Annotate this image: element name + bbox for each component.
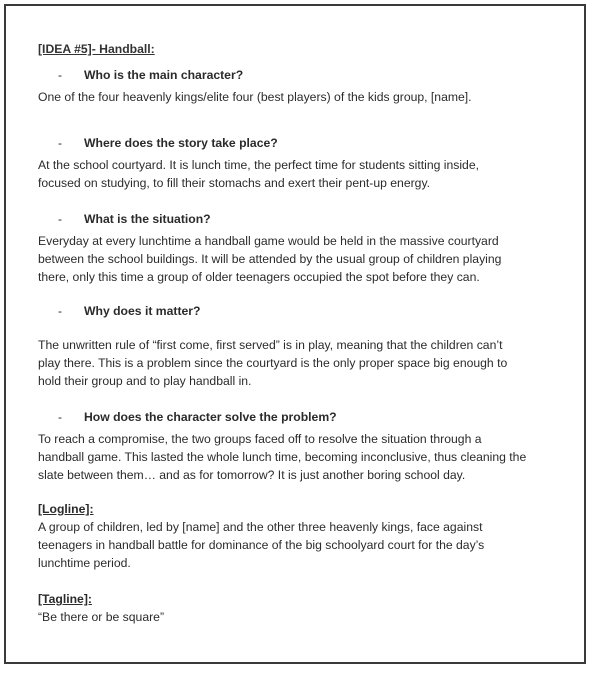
answer-line: hold their group and to play handball in.: [38, 374, 252, 388]
answer-line: between the school buildings. It will be attended by the usual group of children playing: [38, 252, 502, 266]
answer-line: Everyday at every lunchtime a handball game would be held in the massive courtyard: [38, 234, 499, 248]
question-solution: [38, 408, 558, 426]
logline-line: teenagers in handball battle for dominance of the big schoolyard court for the day’s: [38, 538, 485, 552]
document-content: [38, 40, 558, 626]
question-why-matter: [38, 302, 558, 320]
answer-main-character: One of the four heavenly kings/elite four (best players) of the kids group, [name].: [38, 90, 472, 104]
answer-line: At the school courtyard. It is lunch time, the perfect time for students sitting inside,: [38, 158, 479, 172]
bullet-dash: -: [58, 304, 63, 318]
question-text: Why does it matter?: [84, 304, 201, 318]
bullet-dash: -: [58, 136, 63, 150]
logline-line: A group of children, led by [name] and the other three heavenly kings, face against: [38, 520, 483, 534]
answer-line: The unwritten rule of “first come, first served” is in play, meaning that the children can’t: [38, 338, 503, 352]
question-story-place: [38, 134, 558, 152]
question-text: Who is the main character?: [84, 68, 244, 82]
logline-line: lunchtime period.: [38, 556, 131, 570]
question-text: What is the situation?: [84, 212, 211, 226]
bullet-dash: -: [58, 68, 63, 82]
answer-line: handball game. This lasted the whole lunch time, becoming inconclusive, thus cleaning the: [38, 450, 527, 464]
answer-line: slate between them… and as for tomorrow? It is just another boring school day.: [38, 468, 466, 482]
answer-line: To reach a compromise, the two groups faced off to resolve the situation through a: [38, 432, 482, 446]
question-text: How does the character solve the problem?: [84, 410, 337, 424]
answer-line: there, only this time a group of older teenagers occupied the spot before they can.: [38, 270, 480, 284]
question-main-character: [38, 66, 558, 84]
question-situation: [38, 210, 558, 228]
logline-label: [Logline]:: [38, 502, 94, 516]
question-text: Where does the story take place?: [84, 136, 278, 150]
tagline-text: “Be there or be square”: [38, 610, 165, 624]
tagline-label: [Tagline]:: [38, 592, 92, 606]
answer-line: play there. This is a problem since the courtyard is the only proper space big enough to: [38, 356, 508, 370]
bullet-dash: -: [58, 212, 63, 226]
idea-title: [IDEA #5]- Handball:: [38, 42, 155, 56]
bullet-dash: -: [58, 410, 63, 424]
document-frame: [4, 4, 586, 664]
answer-line: focused on studying, to fill their stomachs and exert their pent-up energy.: [38, 176, 431, 190]
